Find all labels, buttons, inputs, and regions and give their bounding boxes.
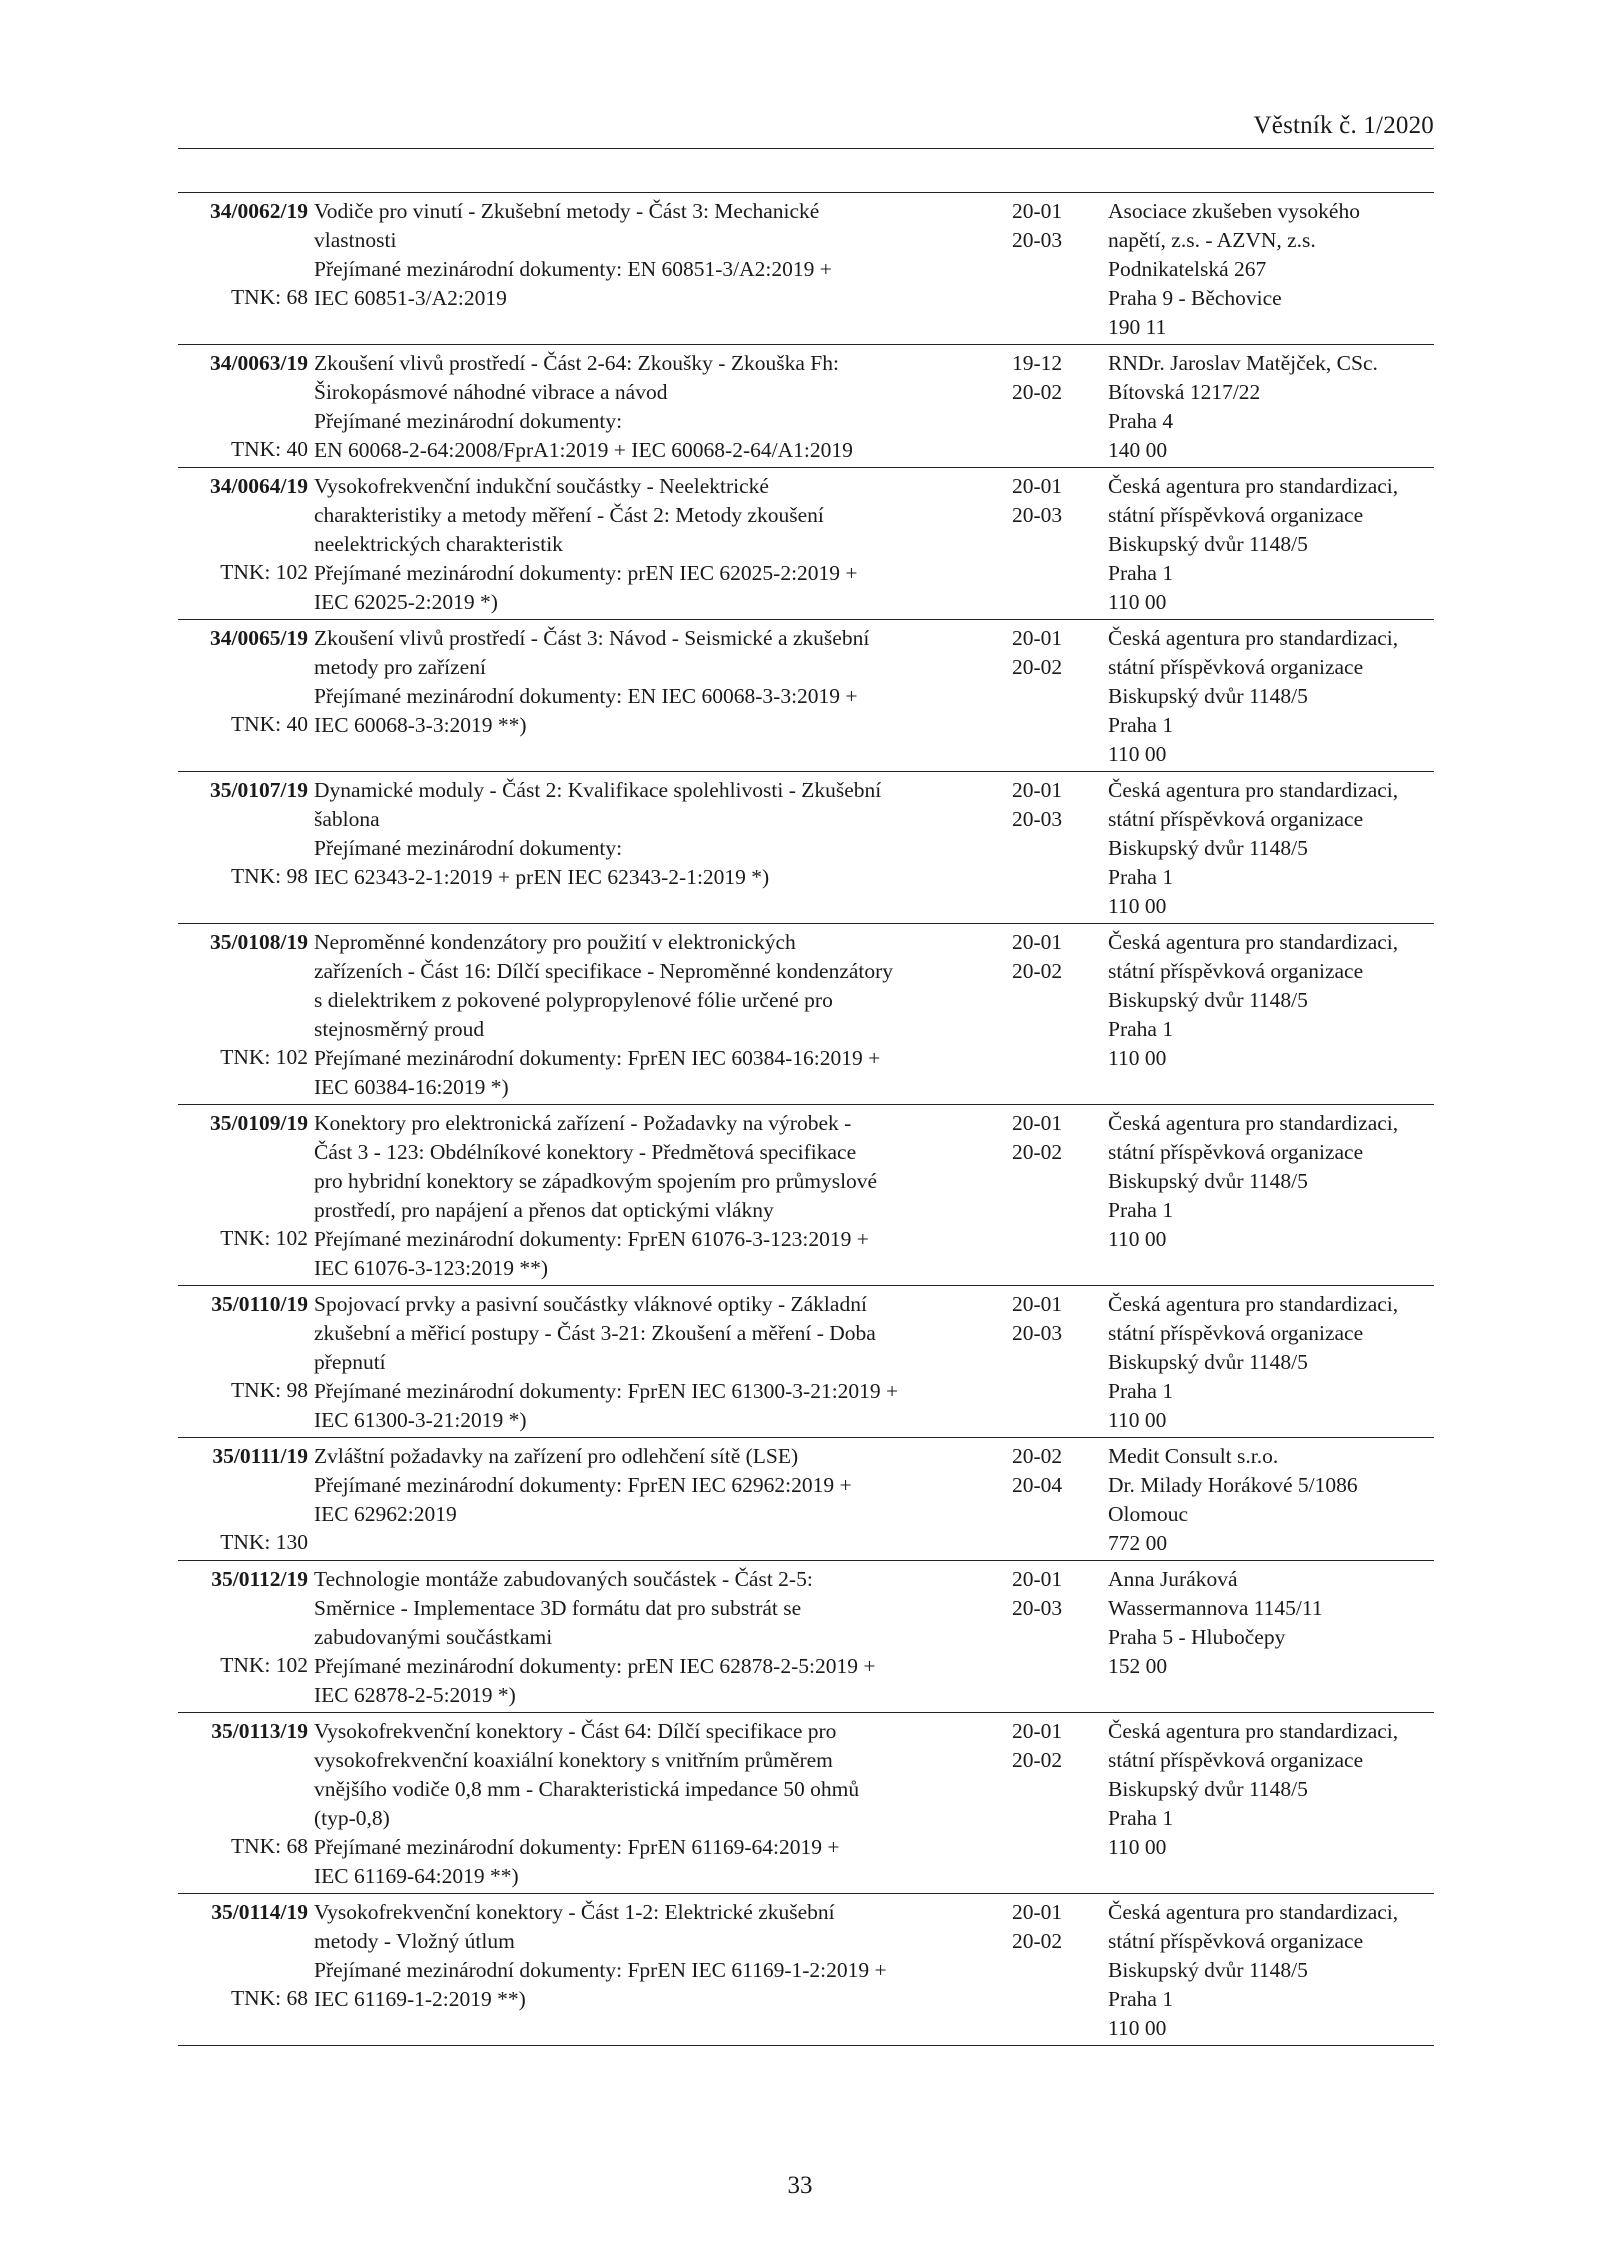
entry-processor-cell — [1104, 1894, 1434, 2046]
entry-title-line: Dynamické moduly - Část 2: Kvalifikace spolehlivosti - Zkušební — [314, 778, 882, 802]
entry-title-line: vnějšího vodiče 0,8 mm - Charakteristická impedance 50 ohmů — [314, 1777, 860, 1801]
entry-date: 20-02 — [1012, 1140, 1063, 1164]
entry-title-cell — [308, 193, 1004, 345]
entry-title-line: Zvláštní požadavky na zařízení pro odlehčení sítě (LSE) — [314, 1444, 799, 1468]
entry-processor-cell — [1104, 1105, 1434, 1286]
entry-title-line: Technologie montáže zabudovaných součástek - Část 2-5: — [314, 1567, 813, 1591]
entry-dates-cell — [1004, 1105, 1104, 1286]
entry-number-cell — [178, 1105, 308, 1286]
entry-date: 20-01 — [1012, 626, 1063, 650]
entry-processor-line: Praha 1 — [1108, 561, 1174, 585]
entry-title-line: vysokofrekvenční koaxiální konektory s vnitřním průměrem — [314, 1748, 833, 1772]
entry-title-line: vlastnosti — [314, 228, 397, 252]
entry-processor-line: Česká agentura pro standardizaci, — [1108, 1292, 1399, 1316]
entry-number-group — [178, 1109, 308, 1282]
entry-number-group — [178, 1442, 308, 1557]
entry-title-line: Spojovací prvky a pasivní součástky vláknové optiky - Základní — [314, 1292, 867, 1316]
table-row — [178, 1713, 1434, 1894]
entry-number-group — [178, 1717, 308, 1890]
entry-processor-line: Podnikatelská 267 — [1108, 257, 1267, 281]
entry-dates-cell — [1004, 924, 1104, 1105]
entry-processor-line: Praha 1 — [1108, 1379, 1174, 1403]
entry-date: 20-01 — [1012, 199, 1063, 223]
entry-date: 20-03 — [1012, 503, 1063, 527]
entry-processor-line: Praha 9 - Běchovice — [1108, 286, 1282, 310]
entry-title-line: s dielektrikem z pokovené polypropylenové fólie určené pro — [314, 988, 833, 1012]
entry-number-group — [178, 1565, 308, 1709]
entry-processor-line: Praha 1 — [1108, 865, 1174, 889]
entry-number: 34/0063/19 — [210, 351, 308, 375]
entry-processor-line: státní příspěvková organizace — [1108, 1140, 1364, 1164]
table-row — [178, 345, 1434, 468]
entry-title-cell — [308, 924, 1004, 1105]
entry-number-cell — [178, 924, 308, 1105]
table-row — [178, 924, 1434, 1105]
entry-title-line: Vysokofrekvenční konektory - Část 1-2: Elektrické zkušební — [314, 1900, 835, 1924]
entry-processor-line: 140 00 — [1108, 438, 1168, 462]
standards-table-body — [178, 193, 1434, 2046]
entry-processor-line: 110 00 — [1108, 742, 1167, 766]
entry-processor-line: Biskupský dvůr 1148/5 — [1108, 1350, 1308, 1374]
entry-processor-cell — [1104, 1438, 1434, 1561]
entry-title-line: Přejímané mezinárodní dokumenty: EN IEC 60068-3-3:2019 + — [314, 684, 858, 708]
entry-title-line: Přejímané mezinárodní dokumenty: FprEN IEC 61300-3-21:2019 + — [314, 1379, 899, 1403]
entry-processor-cell — [1104, 345, 1434, 468]
entry-title-line: Konektory pro elektronická zařízení - Požadavky na výrobek - — [314, 1111, 852, 1135]
entry-title-cell — [308, 468, 1004, 620]
entry-date: 20-01 — [1012, 1900, 1063, 1924]
entry-title-line: zařízeních - Část 16: Dílčí specifikace - Neproměnné kondenzátory — [314, 959, 894, 983]
entry-date: 20-02 — [1012, 1929, 1063, 1953]
entry-number-cell — [178, 468, 308, 620]
table-row — [178, 620, 1434, 772]
entry-number-group — [178, 349, 308, 464]
entry-title-line: IEC 62343-2-1:2019 + prEN IEC 62343-2-1:2019 *) — [314, 865, 770, 889]
entry-processor-line: Wassermannova 1145/11 — [1108, 1596, 1323, 1620]
entry-processor-line: Biskupský dvůr 1148/5 — [1108, 1777, 1308, 1801]
entry-title-line: IEC 61300-3-21:2019 *) — [314, 1408, 527, 1432]
entry-title-cell — [308, 772, 1004, 924]
entry-title-line: Přejímané mezinárodní dokumenty: FprEN 61076-3-123:2019 + — [314, 1227, 869, 1251]
entry-dates-cell — [1004, 193, 1104, 345]
entry-processor-line: Praha 1 — [1108, 1017, 1174, 1041]
table-row — [178, 1286, 1434, 1438]
entry-number: 35/0110/19 — [211, 1292, 308, 1316]
entry-processor-cell — [1104, 620, 1434, 772]
entry-processor-line: státní příspěvková organizace — [1108, 1321, 1364, 1345]
entry-title-line: Přejímané mezinárodní dokumenty: EN 60851-3/A2:2019 + — [314, 257, 832, 281]
entry-processor-line: Praha 1 — [1108, 713, 1174, 737]
entry-title-cell — [308, 1286, 1004, 1438]
entry-processor-line: 110 00 — [1108, 1227, 1167, 1251]
entry-processor-line: Česká agentura pro standardizaci, — [1108, 930, 1399, 954]
entry-number-group — [178, 197, 308, 341]
entry-number: 35/0107/19 — [210, 778, 308, 802]
entry-processor-line: Asociace zkušeben vysokého — [1108, 199, 1360, 223]
entry-processor-line: 110 00 — [1108, 2016, 1167, 2040]
entry-title-line: IEC 61169-64:2019 **) — [314, 1864, 519, 1888]
entry-processor-line: státní příspěvková organizace — [1108, 503, 1364, 527]
entry-number-cell — [178, 772, 308, 924]
entry-title-line: IEC 62878-2-5:2019 *) — [314, 1683, 516, 1707]
entry-dates-cell — [1004, 772, 1104, 924]
entry-processor-line: Bítovská 1217/22 — [1108, 380, 1261, 404]
entry-title-line: pro hybridní konektory se západkovým spojením pro průmyslové — [314, 1169, 878, 1193]
entry-title-line: IEC 61169-1-2:2019 **) — [314, 1987, 526, 2011]
entry-date: 20-02 — [1012, 655, 1063, 679]
entry-processor-line: Olomouc — [1108, 1502, 1189, 1526]
entry-processor-line: 190 11 — [1108, 315, 1167, 339]
entry-title-cell — [308, 1105, 1004, 1286]
entry-number: 34/0062/19 — [210, 199, 308, 223]
entry-date: 20-02 — [1012, 380, 1063, 404]
entry-processor-line: Česká agentura pro standardizaci, — [1108, 1111, 1399, 1135]
entry-processor-line: Česká agentura pro standardizaci, — [1108, 474, 1399, 498]
entry-title-line: Část 3 - 123: Obdélníkové konektory - Předmětová specifikace — [314, 1140, 857, 1164]
entry-title-line: zabudovanými součástkami — [314, 1625, 553, 1649]
entry-date: 20-01 — [1012, 1719, 1063, 1743]
entry-date: 20-03 — [1012, 1321, 1063, 1345]
entry-title-line: Vodiče pro vinutí - Zkušební metody - Část 3: Mechanické — [314, 199, 820, 223]
entry-tnk: TNK: 68 — [230, 1986, 308, 2010]
entry-title-line: Přejímané mezinárodní dokumenty: FprEN IEC 61169-1-2:2019 + — [314, 1958, 887, 1982]
entry-processor-line: 110 00 — [1108, 1046, 1167, 1070]
entry-date: 20-02 — [1012, 1748, 1063, 1772]
entry-title-line: Přejímané mezinárodní dokumenty: FprEN IEC 60384-16:2019 + — [314, 1046, 881, 1070]
entry-processor-line: státní příspěvková organizace — [1108, 959, 1364, 983]
entry-processor-line: Česká agentura pro standardizaci, — [1108, 778, 1399, 802]
entry-processor-cell — [1104, 1713, 1434, 1894]
entry-title-line: zkušební a měřicí postupy - Část 3-21: Zkoušení a měření - Doba — [314, 1321, 876, 1345]
entry-number-cell — [178, 1286, 308, 1438]
entry-processor-line: Praha 1 — [1108, 1198, 1174, 1222]
entry-dates-cell — [1004, 1713, 1104, 1894]
entry-dates-cell — [1004, 345, 1104, 468]
entry-processor-line: 110 00 — [1108, 1408, 1167, 1432]
entry-date: 20-01 — [1012, 1292, 1063, 1316]
entry-processor-line: Biskupský dvůr 1148/5 — [1108, 1958, 1308, 1982]
entry-title-line: Přejímané mezinárodní dokumenty: prEN IEC 62878-2-5:2019 + — [314, 1654, 876, 1678]
entry-tnk: TNK: 102 — [220, 1653, 308, 1677]
entry-number: 34/0065/19 — [210, 626, 308, 650]
entry-title-line: Přejímané mezinárodní dokumenty: — [314, 409, 623, 433]
entry-title-line: IEC 60384-16:2019 *) — [314, 1075, 509, 1099]
entry-tnk: TNK: 98 — [230, 864, 308, 888]
entry-title-line: Zkoušení vlivů prostředí - Část 2-64: Zkoušky - Zkouška Fh: — [314, 351, 839, 375]
entry-tnk: TNK: 68 — [230, 1834, 308, 1858]
entry-number-cell — [178, 620, 308, 772]
entry-title-line: Širokopásmové náhodné vibrace a návod — [314, 380, 668, 404]
entry-dates-cell — [1004, 1561, 1104, 1713]
table-row — [178, 468, 1434, 620]
entry-dates-cell — [1004, 620, 1104, 772]
entry-tnk: TNK: 102 — [220, 560, 308, 584]
entry-title-line: Vysokofrekvenční indukční součástky - Neelektrické — [314, 474, 769, 498]
entry-tnk: TNK: 130 — [220, 1530, 308, 1554]
entry-date: 19-12 — [1012, 351, 1063, 375]
entry-title-cell — [308, 1438, 1004, 1561]
entry-processor-line: Anna Juráková — [1108, 1567, 1238, 1591]
entry-dates-cell — [1004, 1286, 1104, 1438]
entry-processor-cell — [1104, 193, 1434, 345]
entry-processor-line: Dr. Milady Horákové 5/1086 — [1108, 1473, 1358, 1497]
entry-number-group — [178, 624, 308, 768]
entry-title-cell — [308, 1713, 1004, 1894]
entry-number-group — [178, 1898, 308, 2042]
entry-processor-line: 110 00 — [1108, 590, 1167, 614]
entry-processor-cell — [1104, 1286, 1434, 1438]
entry-processor-line: státní příspěvková organizace — [1108, 1929, 1364, 1953]
table-row — [178, 193, 1434, 345]
entry-tnk: TNK: 40 — [230, 712, 308, 736]
entry-dates-cell — [1004, 1438, 1104, 1561]
entry-title-line: Přejímané mezinárodní dokumenty: — [314, 836, 623, 860]
entry-processor-line: Biskupský dvůr 1148/5 — [1108, 988, 1308, 1012]
entry-processor-line: státní příspěvková organizace — [1108, 1748, 1364, 1772]
entry-title-line: Směrnice - Implementace 3D formátu dat pro substrát se — [314, 1596, 802, 1620]
entry-title-cell — [308, 620, 1004, 772]
entry-number: 35/0108/19 — [210, 930, 308, 954]
entry-dates-cell — [1004, 1894, 1104, 2046]
entry-number: 35/0113/19 — [211, 1719, 308, 1743]
entry-number: 35/0114/19 — [211, 1900, 308, 1924]
entry-title-cell — [308, 1561, 1004, 1713]
entry-dates-cell — [1004, 468, 1104, 620]
entry-number-group — [178, 472, 308, 616]
entry-number: 35/0109/19 — [210, 1111, 308, 1135]
entry-date: 20-03 — [1012, 228, 1063, 252]
entry-number-cell — [178, 193, 308, 345]
table-row — [178, 772, 1434, 924]
table-row — [178, 1438, 1434, 1561]
standards-table — [178, 192, 1434, 2046]
entry-processor-line: Česká agentura pro standardizaci, — [1108, 1719, 1399, 1743]
entry-date: 20-01 — [1012, 930, 1063, 954]
entry-title-cell — [308, 1894, 1004, 2046]
entry-processor-line: státní příspěvková organizace — [1108, 807, 1364, 831]
entry-date: 20-03 — [1012, 1596, 1063, 1620]
entry-processor-line: Biskupský dvůr 1148/5 — [1108, 1169, 1308, 1193]
entry-number-cell — [178, 1894, 308, 2046]
entry-number-cell — [178, 1438, 308, 1561]
entry-title-line: IEC 60068-3-3:2019 **) — [314, 713, 527, 737]
entry-tnk: TNK: 102 — [220, 1045, 308, 1069]
entry-title-line: prostředí, pro napájení a přenos dat optickými vlákny — [314, 1198, 774, 1222]
entry-title-line: metody pro zařízení — [314, 655, 486, 679]
entry-title-line: Neproměnné kondenzátory pro použití v elektronických — [314, 930, 796, 954]
table-row — [178, 1894, 1434, 2046]
entry-date: 20-03 — [1012, 807, 1063, 831]
entry-title-line: přepnutí — [314, 1350, 386, 1374]
entry-date: 20-04 — [1012, 1473, 1063, 1497]
entry-title-line: Vysokofrekvenční konektory - Část 64: Dílčí specifikace pro — [314, 1719, 837, 1743]
entry-processor-line: Praha 5 - Hlubočepy — [1108, 1625, 1286, 1649]
entry-title-line: stejnosměrný proud — [314, 1017, 485, 1041]
page-header — [178, 110, 1434, 149]
entry-processor-line: Biskupský dvůr 1148/5 — [1108, 532, 1308, 556]
entry-processor-cell — [1104, 1561, 1434, 1713]
entry-processor-line: Česká agentura pro standardizaci, — [1108, 626, 1399, 650]
entry-number: 35/0112/19 — [211, 1567, 308, 1591]
entry-title-line: Přejímané mezinárodní dokumenty: FprEN IEC 62962:2019 + — [314, 1473, 852, 1497]
table-row — [178, 1561, 1434, 1713]
entry-tnk: TNK: 98 — [230, 1378, 308, 1402]
entry-number: 34/0064/19 — [210, 474, 308, 498]
entry-title-line: neelektrických charakteristik — [314, 532, 563, 556]
entry-date: 20-02 — [1012, 1444, 1063, 1468]
entry-processor-line: Praha 1 — [1108, 1987, 1174, 2011]
entry-number-group — [178, 1290, 308, 1434]
entry-number-group — [178, 776, 308, 920]
entry-title-line: IEC 62025-2:2019 *) — [314, 590, 498, 614]
entry-number-cell — [178, 1713, 308, 1894]
entry-processor-line: Praha 1 — [1108, 1806, 1174, 1830]
entry-processor-line: napětí, z.s. - AZVN, z.s. — [1108, 228, 1316, 252]
entry-title-line: (typ-0,8) — [314, 1806, 390, 1830]
table-row — [178, 1105, 1434, 1286]
entry-date: 20-01 — [1012, 1111, 1063, 1135]
entry-tnk: TNK: 40 — [230, 437, 308, 461]
entry-title-line: Přejímané mezinárodní dokumenty: prEN IEC 62025-2:2019 + — [314, 561, 858, 585]
entry-date: 20-01 — [1012, 778, 1063, 802]
entry-title-line: Zkoušení vlivů prostředí - Část 3: Návod - Seismické a zkušební — [314, 626, 870, 650]
entry-processor-line: 110 00 — [1108, 1835, 1167, 1859]
entry-number-cell — [178, 1561, 308, 1713]
entry-title-line: IEC 61076-3-123:2019 **) — [314, 1256, 549, 1280]
entry-processor-line: Medit Consult s.r.o. — [1108, 1444, 1279, 1468]
entry-date: 20-01 — [1012, 1567, 1063, 1591]
entry-title-line: EN 60068-2-64:2008/FprA1:2019 + IEC 60068-2-64/A1:2019 — [314, 438, 853, 462]
entry-processor-line: 772 00 — [1108, 1531, 1168, 1555]
entry-processor-line: 152 00 — [1108, 1654, 1168, 1678]
entry-title-line: charakteristiky a metody měření - Část 2: Metody zkoušení — [314, 503, 824, 527]
entry-date: 20-01 — [1012, 474, 1063, 498]
entry-processor-line: Biskupský dvůr 1148/5 — [1108, 684, 1308, 708]
entry-processor-cell — [1104, 772, 1434, 924]
entry-processor-line: RNDr. Jaroslav Matějček, CSc. — [1108, 351, 1378, 375]
entry-title-line: Přejímané mezinárodní dokumenty: FprEN 61169-64:2019 + — [314, 1835, 840, 1859]
entry-tnk: TNK: 68 — [230, 285, 308, 309]
entry-number-group — [178, 928, 308, 1101]
entry-processor-cell — [1104, 468, 1434, 620]
entry-title-line: metody - Vložný útlum — [314, 1929, 515, 1953]
entry-processor-line: státní příspěvková organizace — [1108, 655, 1364, 679]
entry-processor-line: Česká agentura pro standardizaci, — [1108, 1900, 1399, 1924]
publication-title: Věstník č. 1/2020 — [1253, 112, 1434, 139]
entry-number: 35/0111/19 — [212, 1444, 308, 1468]
entry-processor-line: Praha 4 — [1108, 409, 1174, 433]
entry-title-line: IEC 60851-3/A2:2019 — [314, 286, 507, 310]
entry-title-line: IEC 62962:2019 — [314, 1502, 457, 1526]
entry-processor-line: Biskupský dvůr 1148/5 — [1108, 836, 1308, 860]
page-number: 33 — [787, 2172, 813, 2199]
entry-title-cell — [308, 345, 1004, 468]
entry-title-line: šablona — [314, 807, 380, 831]
entry-processor-cell — [1104, 924, 1434, 1105]
entry-number-cell — [178, 345, 308, 468]
entry-tnk: TNK: 102 — [220, 1226, 308, 1250]
entry-date: 20-02 — [1012, 959, 1063, 983]
entry-processor-line: 110 00 — [1108, 894, 1167, 918]
